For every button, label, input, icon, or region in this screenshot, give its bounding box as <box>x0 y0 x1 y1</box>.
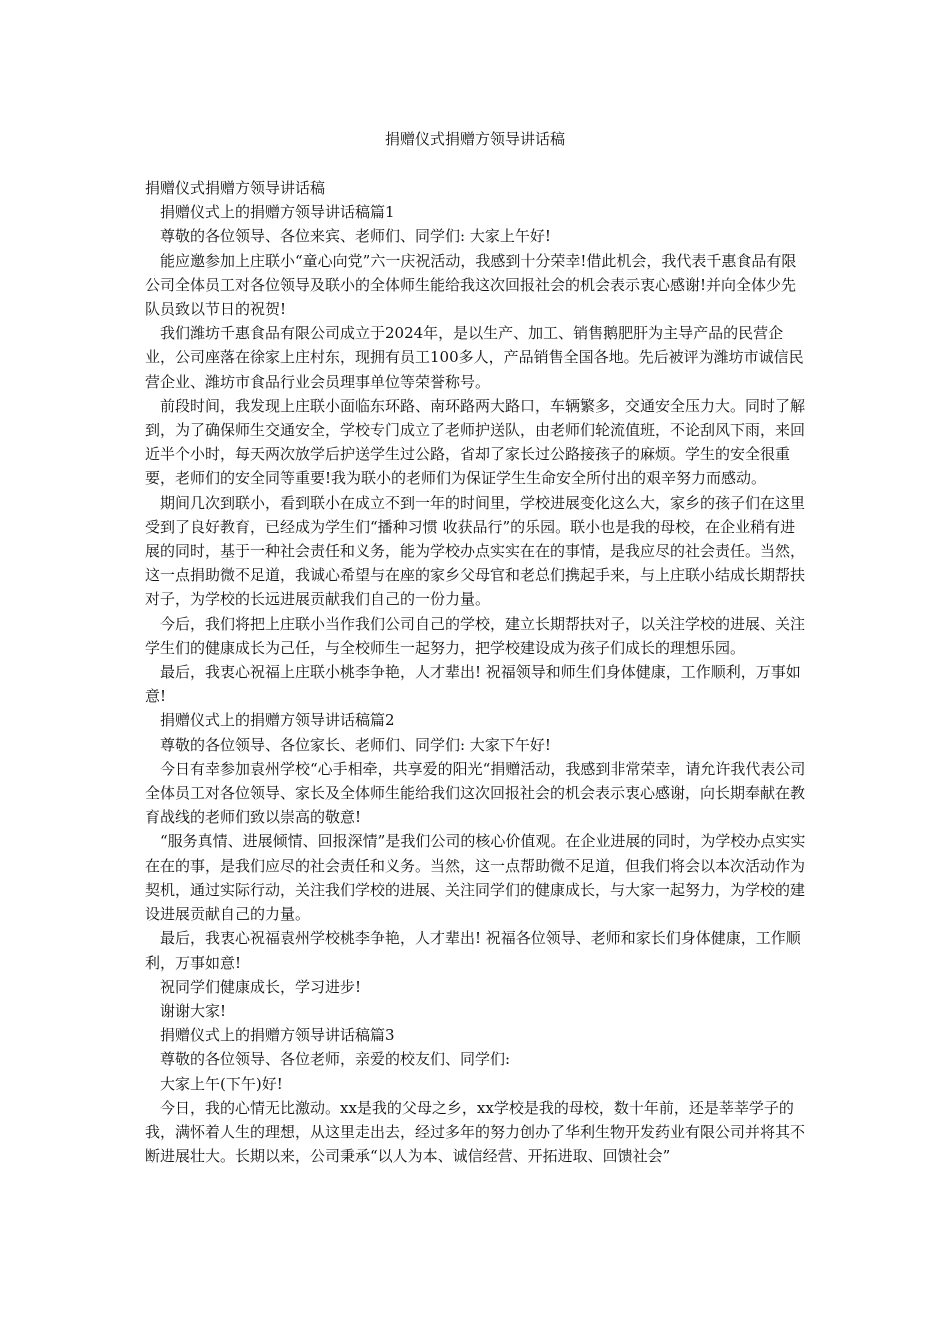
paragraph: 我们潍坊千惠食品有限公司成立于2024年，是以生产、加工、销售鹅肥肝为主导产品的民营企业，公司座落在徐家上庄村东，现拥有员工100多人，产品销售全国各地。先后被评为潍坊市诚信民营企业、潍坊市食品行业会员理事单位等荣誉称号。 <box>145 324 804 391</box>
paragraph: 祝同学们健康成长，学习进步! <box>160 977 362 996</box>
paragraph: 今日有幸参加袁州学校“心手相牵，共享爱的阳光“捐赠活动，我感到非常荣幸，请允许我代表公司全体员工对各位领导、家长及全体师生能给我们这次回报社会的机会表示衷心感谢，向长期奉献在教育战线的老师们致以崇高的敬意! <box>145 759 806 827</box>
paragraph: 尊敬的各位领导、各位老师，亲爱的校友们、同学们: <box>160 1050 511 1069</box>
paragraph: “服务真情、进展倾情、回报深情”是我们公司的核心价值观。在企业进展的同时，为学校办点实实在在的事，是我们应尽的社会责任和义务。当然，这一点帮助微不足道，但我们将会以本次活动作为契机，通过实际行动，关注我们学校的进展、关注同学们的健康成长，与大家一起努力，为学校的建设进展贡献自己的力量。 <box>145 832 806 924</box>
paragraph: 捐赠仪式上的捐赠方领导讲话稿篇2 <box>160 711 395 730</box>
document-title: 捐赠仪式捐赠方领导讲话稿 <box>384 130 565 148</box>
paragraph: 期间几次到联小，看到联小在成立不到一年的时间里，学校进展变化这么大，家乡的孩子们在这里受到了良好教育，已经成为学生们“播种习惯 收获品行”的乐园。联小也是我的母校，在企业稍有进展的同时，基于一种社会责任和义务，能为学校办点实实在在的事情，是我应尽的社会责任。当然，这一点捐助微不足道，我诚心希望与在座的家乡父母官和老总们携起手来，与上庄联小结成长期帮扶对子，为学校的长远进展贡献我们自己的一份力量。 <box>145 493 806 609</box>
paragraph: 最后，我衷心祝福上庄联小桃李争艳，人才辈出! 祝福领导和师生们身体健康，工作顺利，万事如意! <box>145 663 801 706</box>
paragraph: 今后，我们将把上庄联小当作我们公司自己的学校，建立长期帮扶对子，以关注学校的进展、关注学生们的健康成长为己任，与全校师生一起努力，把学校建设成为孩子们成长的理想乐园。 <box>145 614 806 657</box>
paragraph: 最后，我衷心祝福袁州学校桃李争艳，人才辈出! 祝福各位领导、老师和家长们身体健康，工作顺利，万事如意! <box>145 929 801 972</box>
paragraph: 前段时间，我发现上庄联小面临东环路、南环路两大路口，车辆繁多，交通安全压力大。同时了解到，为了确保师生交通安全，学校专门成立了老师护送队，由老师们轮流值班，不论刮风下雨，来回近半个小时，每天两次放学后护送学生过公路，省却了家长过公路接孩子的麻烦。学生的安全很重要，老师们的安全同等重要!我为联小的老师们为保证学生生命安全所付出的艰辛努力而感动。 <box>145 396 806 488</box>
paragraph: 尊敬的各位领导、各位家长、老师们、同学们: 大家下午好! <box>160 735 551 754</box>
paragraph: 谢谢大家! <box>160 1001 227 1020</box>
paragraph: 大家上午(下午)好! <box>160 1074 283 1093</box>
paragraph: 尊敬的各位领导、各位来宾、老师们、同学们: 大家上午好! <box>160 227 551 246</box>
paragraph: 捐赠仪式上的捐赠方领导讲话稿篇1 <box>160 203 395 222</box>
document-body <box>145 176 810 1168</box>
paragraph: 捐赠仪式上的捐赠方领导讲话稿篇3 <box>160 1026 395 1045</box>
paragraph: 能应邀参加上庄联小“童心向党”六一庆祝活动，我感到十分荣幸!借此机会，我代表千惠食品有限公司全体员工对各位领导及联小的全体师生能给我这次回报社会的机会表示衷心感谢!并向全体少先队员致以节日的祝贺! <box>145 251 797 319</box>
paragraph: 今日，我的心情无比激动。xx是我的父母之乡，xx学校是我的母校，数十年前，还是莘莘学子的我，满怀着人生的理想，从这里走出去，经过多年的努力创办了华利生物开发药业有限公司并将其不断进展壮大。长期以来，公司秉承“以人为本、诚信经营、开拓进取、回馈社会” <box>145 1098 806 1166</box>
paragraph: 捐赠仪式捐赠方领导讲话稿 <box>145 179 326 197</box>
